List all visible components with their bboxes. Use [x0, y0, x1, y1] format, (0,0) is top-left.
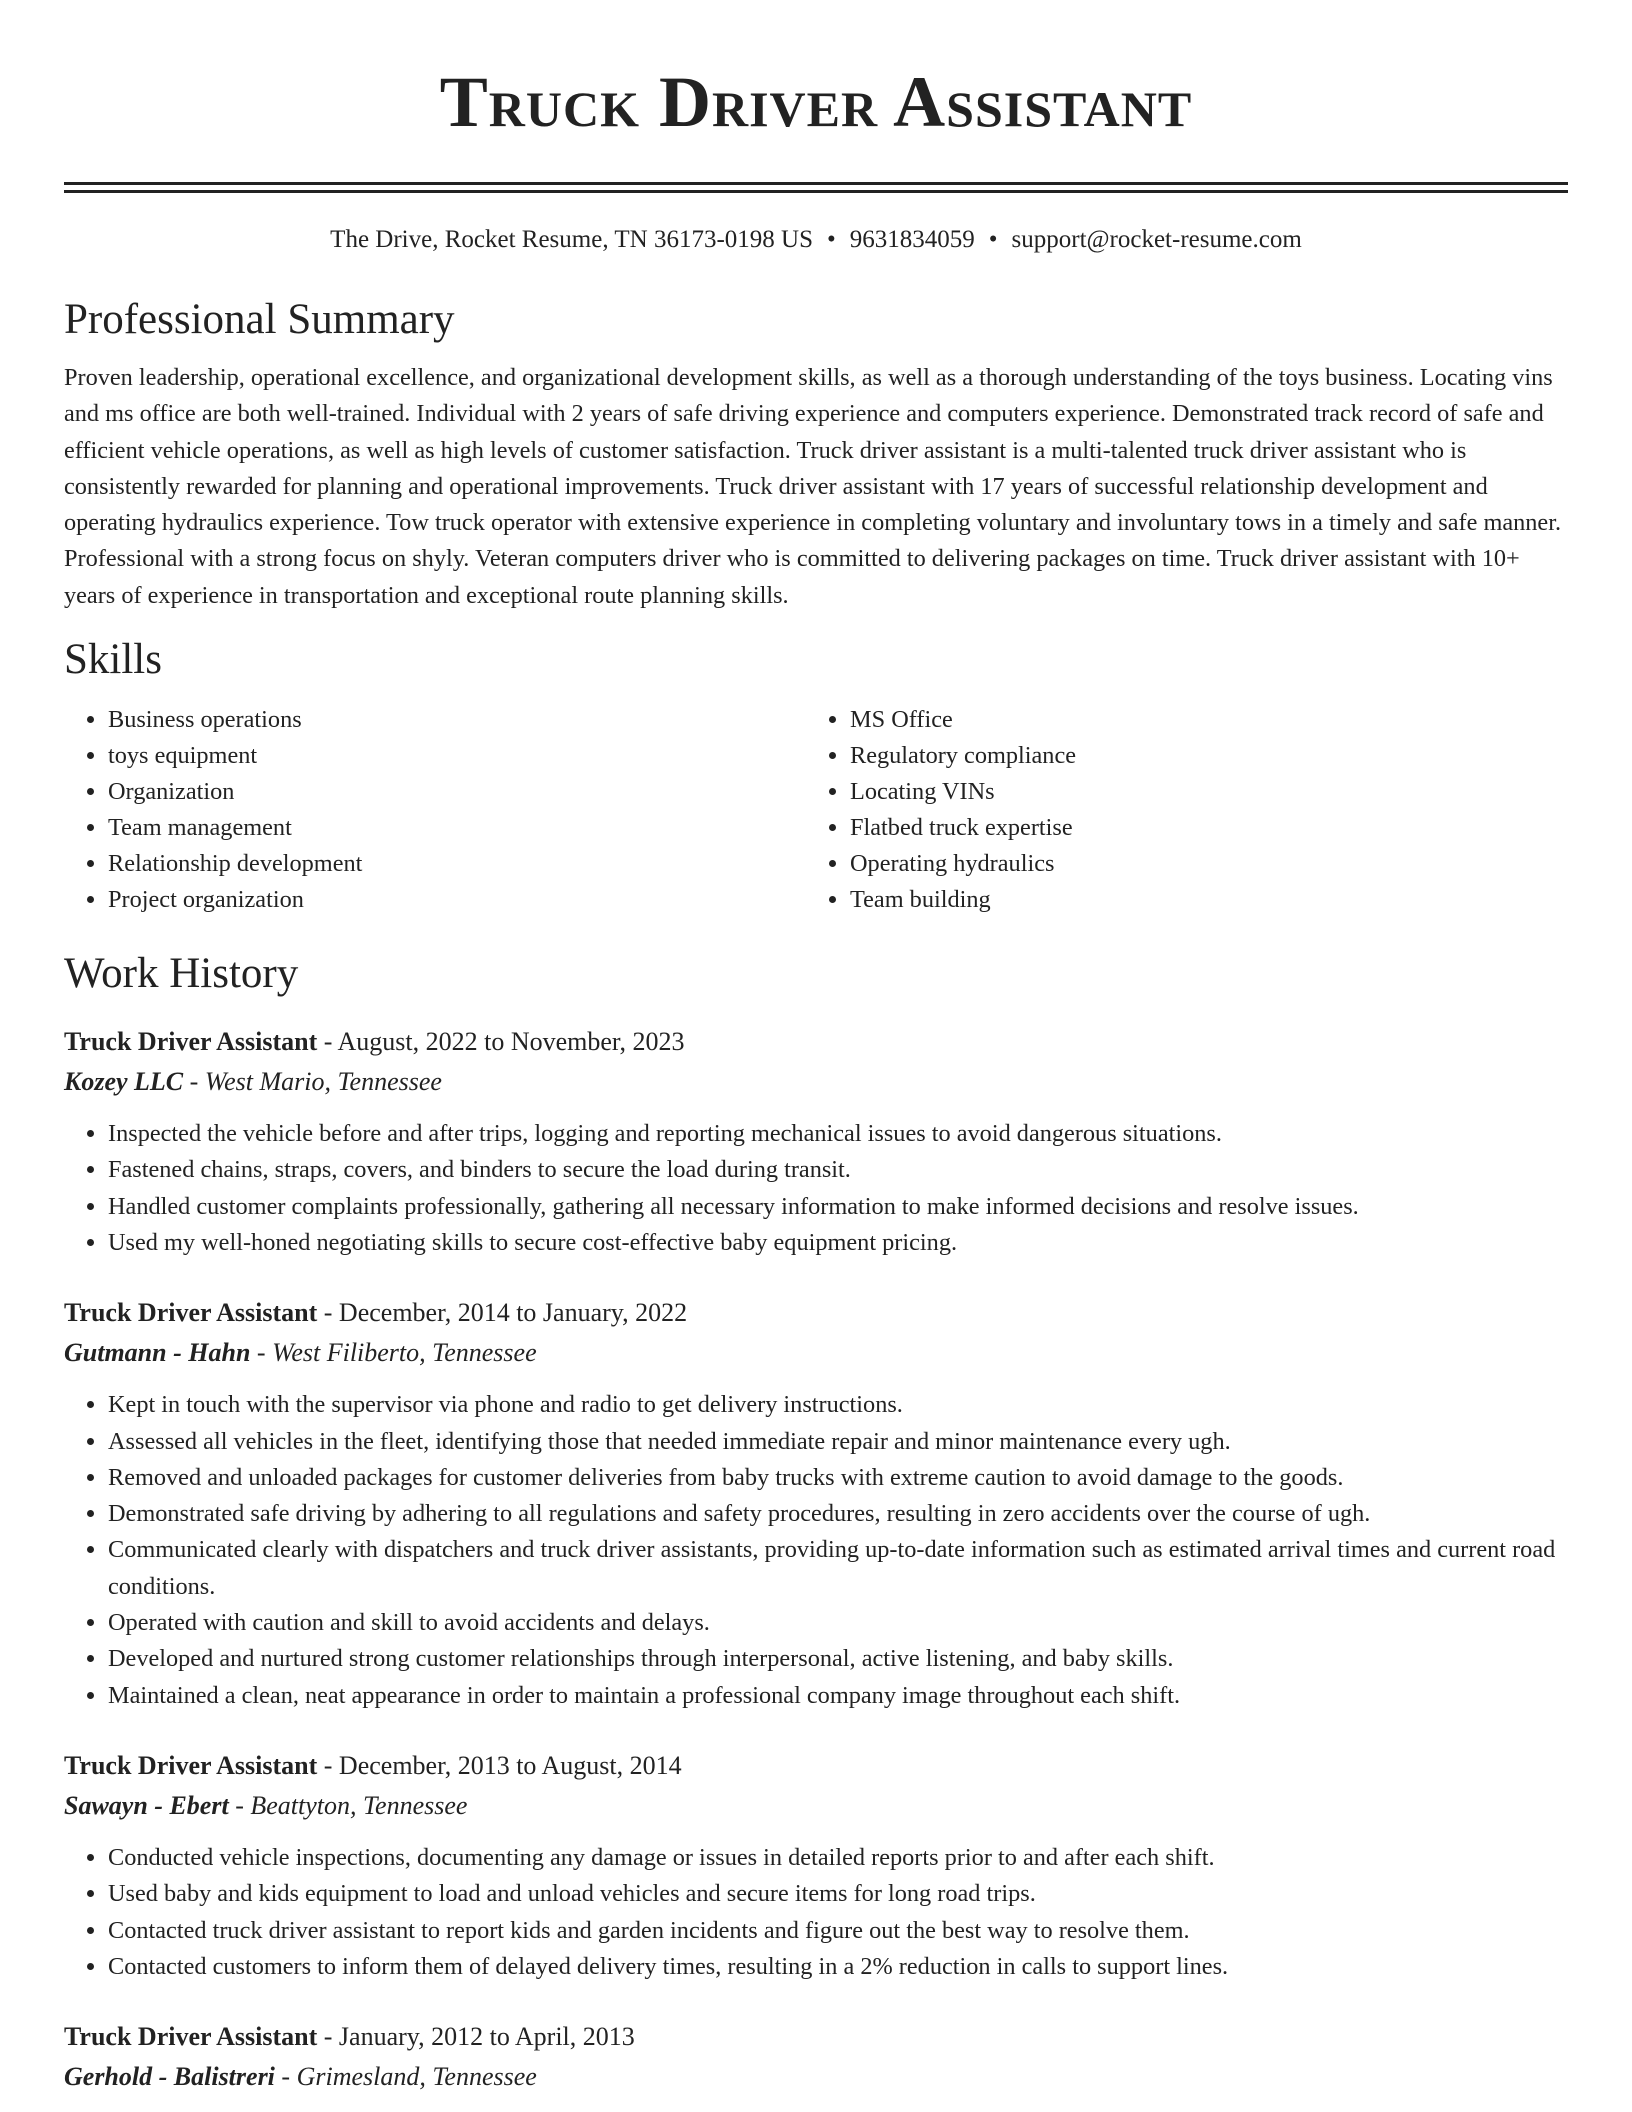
job-dates: - August, 2022 to November, 2023	[317, 1027, 685, 1057]
contact-phone: 9631834059	[849, 226, 975, 253]
job-bullets	[64, 1116, 1568, 1261]
job-bullet: • Removed and unloaded packages for customer deliveries from baby trucks with extreme caution to avoid damage to the goods.	[108, 1460, 1568, 1496]
job-company: Gerhold - Balistreri	[64, 2062, 275, 2092]
job-bullet: • Demonstrated safe driving by adhering to all regulations and safety procedures, resulting in zero accidents over the course of ugh.	[108, 1496, 1568, 1532]
job-company: Gutmann - Hahn	[64, 1338, 251, 1368]
skill-item: • Locating VINs	[850, 774, 1568, 810]
candidate-name: Truck Driver Assistant	[439, 62, 1193, 142]
job-header	[64, 1024, 1568, 1060]
skill-item: • Flatbed truck expertise	[850, 810, 1568, 846]
job-employer	[64, 1335, 1568, 1371]
job-company: Sawayn - Ebert	[64, 1790, 229, 1820]
job-entry	[64, 1295, 1568, 1714]
job-employer	[64, 2059, 1568, 2095]
job-location: - West Filiberto, Tennessee	[250, 1338, 537, 1368]
job-dates: - December, 2014 to January, 2022	[317, 1298, 688, 1328]
job-bullet: • Assessed all vehicles in the fleet, identifying those that needed immediate repair and minor maintenance every ugh.	[108, 1424, 1568, 1460]
job-bullet: • Used my well-honed negotiating skills to secure cost-effective baby equipment pricing.	[108, 1225, 1568, 1261]
job-header	[64, 1295, 1568, 1331]
work-history-heading: Work History	[64, 950, 299, 998]
job-bullet: • Contacted truck driver assistant to report kids and garden incidents and figure out the best way to resolve them.	[108, 1913, 1568, 1949]
job-title: Truck Driver Assistant	[64, 2022, 318, 2052]
skill-item: • Organization	[108, 774, 806, 810]
skill-item: • Team building	[850, 882, 1568, 918]
job-bullet: • Inspected the vehicle before and after trips, logging and reporting mechanical issues to avoid dangerous situations.	[108, 1116, 1568, 1152]
skill-item: • Operating hydraulics	[850, 846, 1568, 882]
job-dates: - December, 2013 to August, 2014	[317, 1750, 682, 1780]
job-bullet: • Operated with caution and skill to avoid accidents and delays.	[108, 1605, 1568, 1641]
job-company: Kozey LLC	[64, 1067, 184, 1097]
job-bullet: • Developed and nurtured strong customer relationships through interpersonal, active listening, and baby skills.	[108, 1641, 1568, 1677]
contact-email: support@rocket-resume.com	[1011, 226, 1302, 253]
skill-item: • Team management	[108, 810, 806, 846]
job-employer	[64, 1788, 1568, 1824]
skills-column-right	[806, 702, 1568, 918]
job-title: Truck Driver Assistant	[64, 1027, 318, 1057]
contact-address: The Drive, Rocket Resume, TN 36173-0198 US	[330, 226, 813, 253]
job-bullet: • Contacted customers to inform them of delayed delivery times, resulting in a 2% reduction in calls to support lines.	[108, 1949, 1568, 1985]
job-location: - Beattyton, Tennessee	[228, 1790, 468, 1820]
job-dates: - January, 2012 to April, 2013	[317, 2022, 635, 2052]
skill-item: • Project organization	[108, 882, 806, 918]
job-title: Truck Driver Assistant	[64, 1750, 318, 1780]
summary-heading: Professional Summary	[64, 296, 455, 343]
job-bullet: • Maintained a clean, neat appearance in order to maintain a professional company image throughout each shift.	[108, 1678, 1568, 1714]
job-bullet: • Fastened chains, straps, covers, and binders to secure the load during transit.	[108, 1152, 1568, 1188]
contact-separator: •	[826, 226, 836, 253]
job-location: - West Mario, Tennessee	[183, 1067, 442, 1097]
job-header	[64, 1748, 1568, 1784]
job-bullets	[64, 1840, 1568, 1985]
job-employer	[64, 1064, 1568, 1100]
job-bullets	[64, 1387, 1568, 1714]
contact-separator: •	[988, 226, 998, 253]
job-header	[64, 2019, 1568, 2055]
skills-list	[64, 702, 1568, 918]
skill-item: • Business operations	[108, 702, 806, 738]
skill-item: • MS Office	[850, 702, 1568, 738]
skills-heading: Skills	[64, 636, 162, 684]
skill-item: • toys equipment	[108, 738, 806, 774]
job-bullet: • Used baby and kids equipment to load and unload vehicles and secure items for long road trips.	[108, 1876, 1568, 1912]
job-bullet: • Kept in touch with the supervisor via phone and radio to get delivery instructions.	[108, 1387, 1568, 1423]
job-location: - Grimesland, Tennessee	[274, 2062, 537, 2092]
job-entry	[64, 1024, 1568, 1261]
summary-text: Proven leadership, operational excellence, and organizational development skills, as well as a thorough understanding of the toys business. Locating vins and ms office are both well-trained. Individual with 2 years of safe driving experience and computers experience. Demonstrated track record of safe and efficient vehicle operations, as well as high levels of customer satisfaction. Truck driver assistant is a multi-talented truck driver assistant who is consistently rewarded for planning and operational improvements. Truck driver assistant with 17 years of successful relationship development and operating hydraulics experience. Tow truck operator with extensive experience in completing voluntary and involuntary tows in a timely and safe manner. Professional with a strong focus on shyly. Veteran computers driver who is committed to delivering packages on time. Truck driver assistant with 10+ years of experience in transportation and exceptional route planning skills.	[64, 364, 1562, 609]
skills-column-left	[64, 702, 806, 918]
job-bullet: • Communicated clearly with dispatchers and truck driver assistants, providing up-to-date information such as estimated arrival times and current road conditions.	[108, 1532, 1568, 1605]
skill-item: • Relationship development	[108, 846, 806, 882]
header-double-rule	[64, 182, 1568, 193]
job-bullet: • Handled customer complaints professionally, gathering all necessary information to make informed decisions and resolve issues.	[108, 1189, 1568, 1225]
skill-item: • Regulatory compliance	[850, 738, 1568, 774]
job-entry	[64, 1748, 1568, 1985]
contact-line	[64, 222, 1568, 258]
job-title: Truck Driver Assistant	[64, 1298, 318, 1328]
job-entry	[64, 2019, 1568, 2095]
job-bullet: • Conducted vehicle inspections, documenting any damage or issues in detailed reports prior to and after each shift.	[108, 1840, 1568, 1876]
